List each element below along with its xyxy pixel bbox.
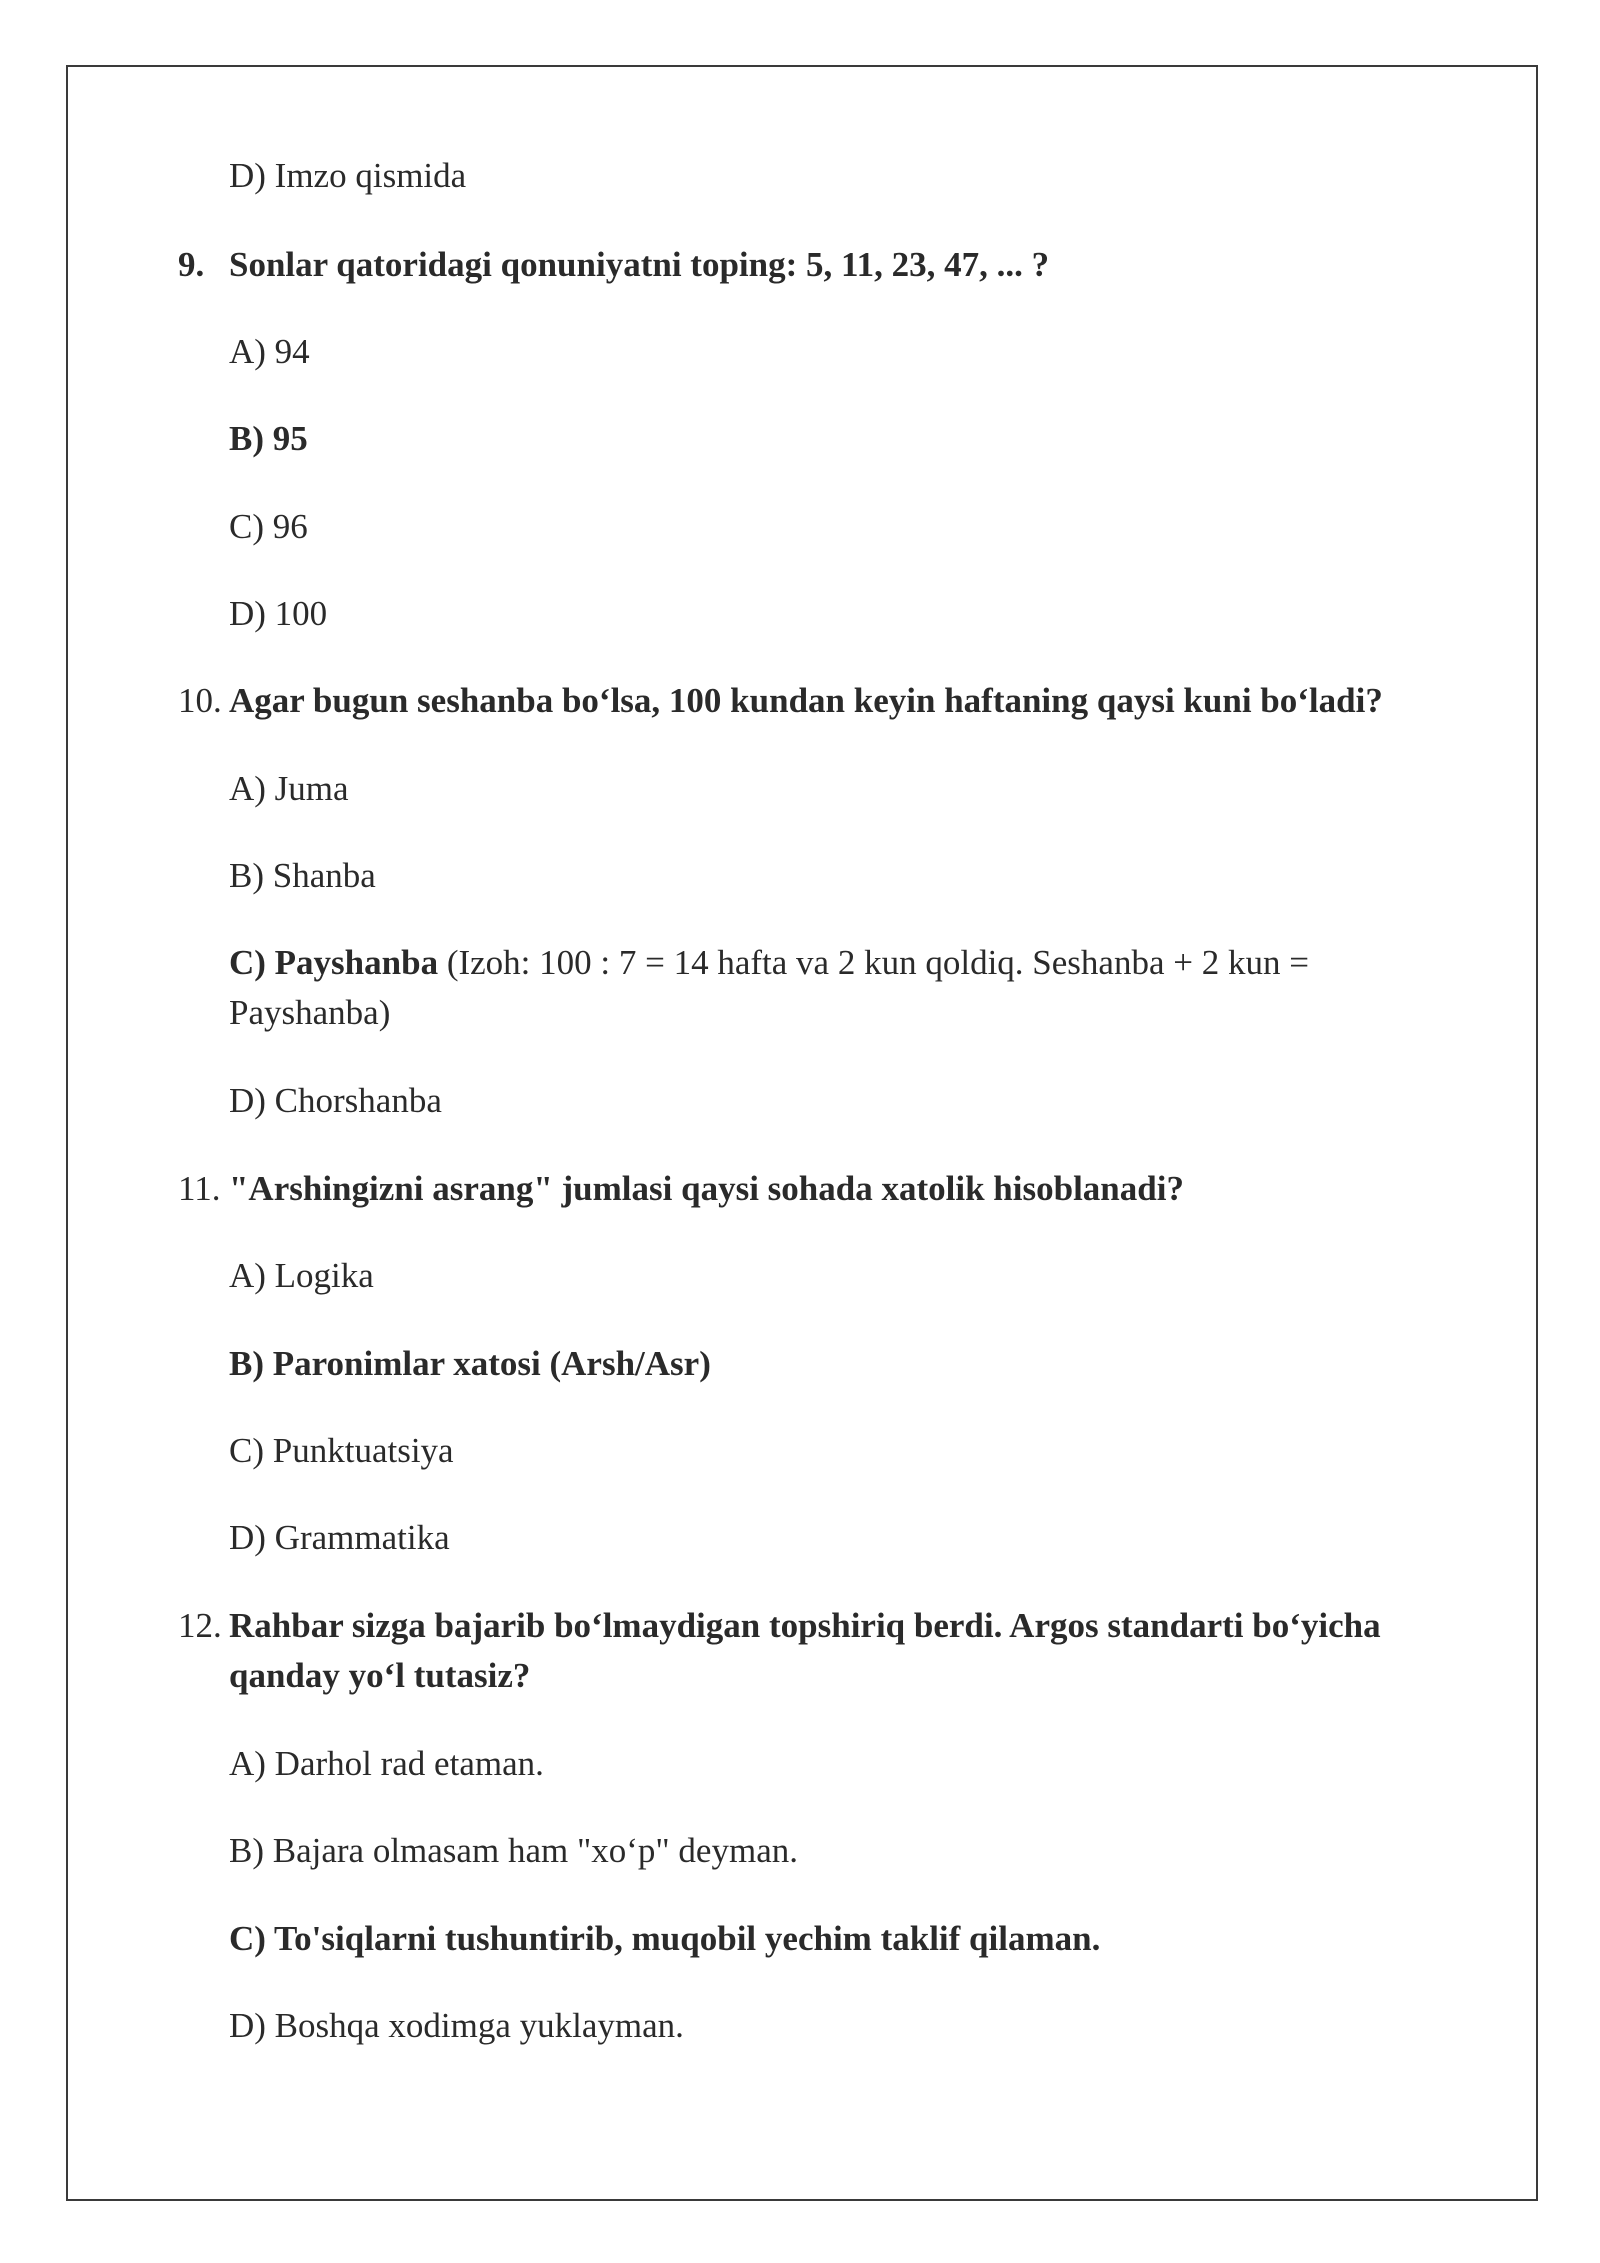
question-12-option-d: D) Boshqa xodimga yuklayman. [229,2006,684,2045]
question-10-note: (Izoh: 100 : 7 = 14 hafta va 2 kun qoldiq. Seshanba + 2 kun = Payshanba) [229,943,1309,1032]
question-11-number: 11. [178,1169,221,1208]
question-10-option-a: A) Juma [229,769,349,808]
question-11-option-a: A) Logika [229,1256,374,1295]
question-10-number: 10. [178,681,222,720]
question-10-option-b: B) Shanba [229,856,376,895]
question-10-option-d: D) Chorshanba [229,1081,442,1120]
question-10-option-c-correct [229,938,1479,1038]
question-10-option-c-label: C) Payshanba [229,943,439,982]
question-12-option-b: B) Bajara olmasam ham "xo‘p" deyman. [229,1831,798,1870]
question-12-text: Rahbar sizga bajarib bo‘lmaydigan topshiriq berdi. Argos standarti bo‘yicha qanday yo‘l tutasiz? [229,1606,1381,1695]
question-9-option-b-correct: B) 95 [229,419,308,458]
question-11-option-b-correct: B) Paronimlar xatosi (Arsh/Asr) [229,1344,711,1383]
question-9-option-a: A) 94 [229,332,310,371]
question-11-option-d: D) Grammatika [229,1518,450,1557]
question-10-text: Agar bugun seshanba bo‘lsa, 100 kundan keyin haftaning qaysi kuni bo‘ladi? [229,681,1383,720]
question-12-number: 12. [178,1606,222,1645]
question-12-option-c-correct: C) To'siqlarni tushuntirib, muqobil yechim taklif qilaman. [229,1919,1101,1958]
question-11-text: "Arshingizni asrang" jumlasi qaysi sohada xatolik hisoblanadi? [229,1169,1184,1208]
page-frame [66,65,1538,2201]
question-9-option-c: C) 96 [229,507,308,546]
question-9-option-d: D) 100 [229,594,328,633]
question-9-text: Sonlar qatoridagi qonuniyatni toping: 5, 11, 23, 47, ... ? [229,245,1050,284]
question-11-option-c: C) Punktuatsiya [229,1431,454,1470]
prev-option-d: D) Imzo qismida [229,156,467,195]
question-9-number: 9. [178,245,205,284]
question-12-option-a: A) Darhol rad etaman. [229,1744,544,1783]
